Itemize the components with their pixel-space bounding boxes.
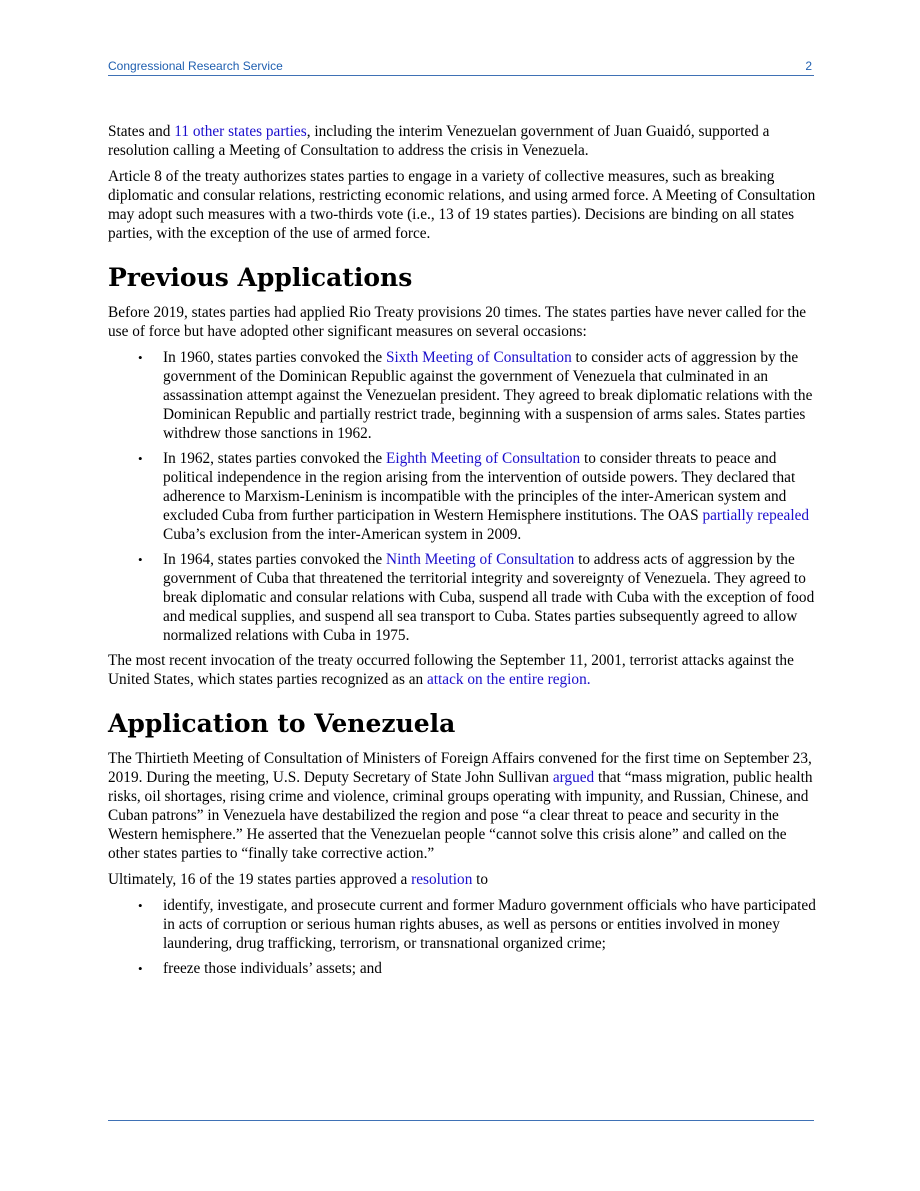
previous-applications-heading: Previous Applications: [108, 263, 413, 292]
list-item-text: freeze those individuals’ assets; and: [163, 960, 382, 977]
venezuela-paragraph-1: [108, 749, 818, 863]
eighth-meeting-link[interactable]: Eighth Meeting of Consultation: [386, 450, 581, 467]
attack-on-region-link[interactable]: attack on the entire region.: [427, 671, 591, 688]
list-item-text: In 1964, states parties convoked the: [163, 551, 387, 568]
list-item-text: to consider acts of aggression by the government of the Dominican Republic against the government of Venezuela that culminated in an assassination attempt against the Venezuelan president. They agreed to break diplomatic relations with the Dominican Republic and partially restrict trade, beginning with a suspension of arms sales. States parties withdrew those sanctions in 1962.: [163, 349, 813, 442]
previous-intro-paragraph: Before 2019, states parties had applied Rio Treaty provisions 20 times. The states parties have never called for the use of force but have adopted other significant measures on several occasions:: [108, 304, 807, 340]
venezuela-text: that “mass migration, public health risks, oil shortages, rising crime and violence, criminal groups operating with impunity, and Russian, Chinese, and Cuban patrons” in Venezuela have destabilized the region and pose “a clear threat to peace and security in the Western hemisphere.” He asserted that the Venezuelan people “cannot solve this crisis alone” and called on the other states parties to “finally take corrective action.”: [108, 769, 813, 862]
partially-repealed-link[interactable]: partially repealed: [702, 507, 810, 524]
bullet-icon: •: [138, 451, 143, 466]
list-item: [108, 550, 818, 645]
list-item-text: Cuba’s exclusion from the inter-American system in 2009.: [163, 526, 522, 543]
intro-text: , including the interim Venezuelan government of Juan Guaidó, supported a resolution calling a Meeting of Consultation to address the crisis in Venezuela.: [108, 123, 770, 159]
list-item-text: to consider threats to peace and political independence in the region arising from the intervention of outside powers. They declared that adherence to Marxism-Leninism is incompatible with the principles of the inter-American system and excluded Cuba from further participation in Western Hemisphere institutions. The OAS: [163, 450, 796, 524]
page-header: [108, 56, 814, 76]
list-item: [108, 449, 818, 544]
list-item: [108, 896, 818, 953]
list-item-text: In 1962, states parties convoked the: [163, 450, 387, 467]
list-item-text: identify, investigate, and prosecute current and former Maduro government officials who have participated in acts of corruption or serious human rights abuses, as well as persons or entities involved in money laundering, drug trafficking, terrorism, or transnational organized crime;: [163, 897, 816, 952]
list-item: [108, 959, 818, 978]
list-item-text: In 1960, states parties convoked the: [163, 349, 387, 366]
resolution-link[interactable]: resolution: [411, 871, 473, 888]
list-item: [108, 348, 818, 443]
footer-divider: [108, 1120, 814, 1121]
header-page-number: 2: [805, 59, 812, 73]
list-item-text: to address acts of aggression by the government of Cuba that threatened the territorial integrity and sovereignty of Venezuela. They agreed to break diplomatic and consular relations with Cuba, suspend all trade with Cuba with the exception of food and medical supplies, and suspend all sea transport to Cuba. States parties subsequently agreed to allow normalized relations with Cuba in 1975.: [163, 551, 815, 644]
application-venezuela-heading: Application to Venezuela: [108, 709, 456, 738]
previous-closing-paragraph: [108, 651, 818, 689]
resolution-measures-list: [108, 896, 818, 978]
venezuela-text: The Thirtieth Meeting of Consultation of Ministers of Foreign Affairs convened for the first time on September 23, 2019. During the meeting, U.S. Deputy Secretary of State John Sullivan: [108, 750, 812, 786]
ninth-meeting-link[interactable]: Ninth Meeting of Consultation: [386, 551, 575, 568]
venezuela-text: to: [472, 871, 489, 888]
intro-text: States and: [108, 123, 175, 140]
venezuela-paragraph-2: [108, 870, 818, 889]
other-states-parties-link[interactable]: 11 other states parties: [174, 123, 307, 140]
sixth-meeting-link[interactable]: Sixth Meeting of Consultation: [386, 349, 572, 366]
venezuela-text: Ultimately, 16 of the 19 states parties approved a: [108, 871, 412, 888]
closing-text: The most recent invocation of the treaty occurred following the September 11, 2001, terrorist attacks against the United States, which states parties recognized as an: [108, 652, 794, 688]
bullet-icon: •: [138, 350, 143, 365]
bullet-icon: •: [138, 961, 143, 976]
bullet-icon: •: [138, 898, 143, 913]
previous-applications-list: [108, 348, 818, 645]
intro-paragraph-1: [108, 122, 818, 160]
document-body: [108, 122, 818, 984]
argued-link[interactable]: argued: [552, 769, 595, 786]
bullet-icon: •: [138, 552, 143, 567]
header-organization: Congressional Research Service: [108, 59, 283, 73]
intro-paragraph-2: Article 8 of the treaty authorizes states parties to engage in a variety of collective measures, such as breaking diplomatic and consular relations, restricting economic relations, and using armed force. A Meeting of Consultation may adopt such measures with a two-thirds vote (i.e., 13 of 19 states parties). Decisions are binding on all states parties, with the exception of the use of armed force.: [108, 168, 816, 242]
